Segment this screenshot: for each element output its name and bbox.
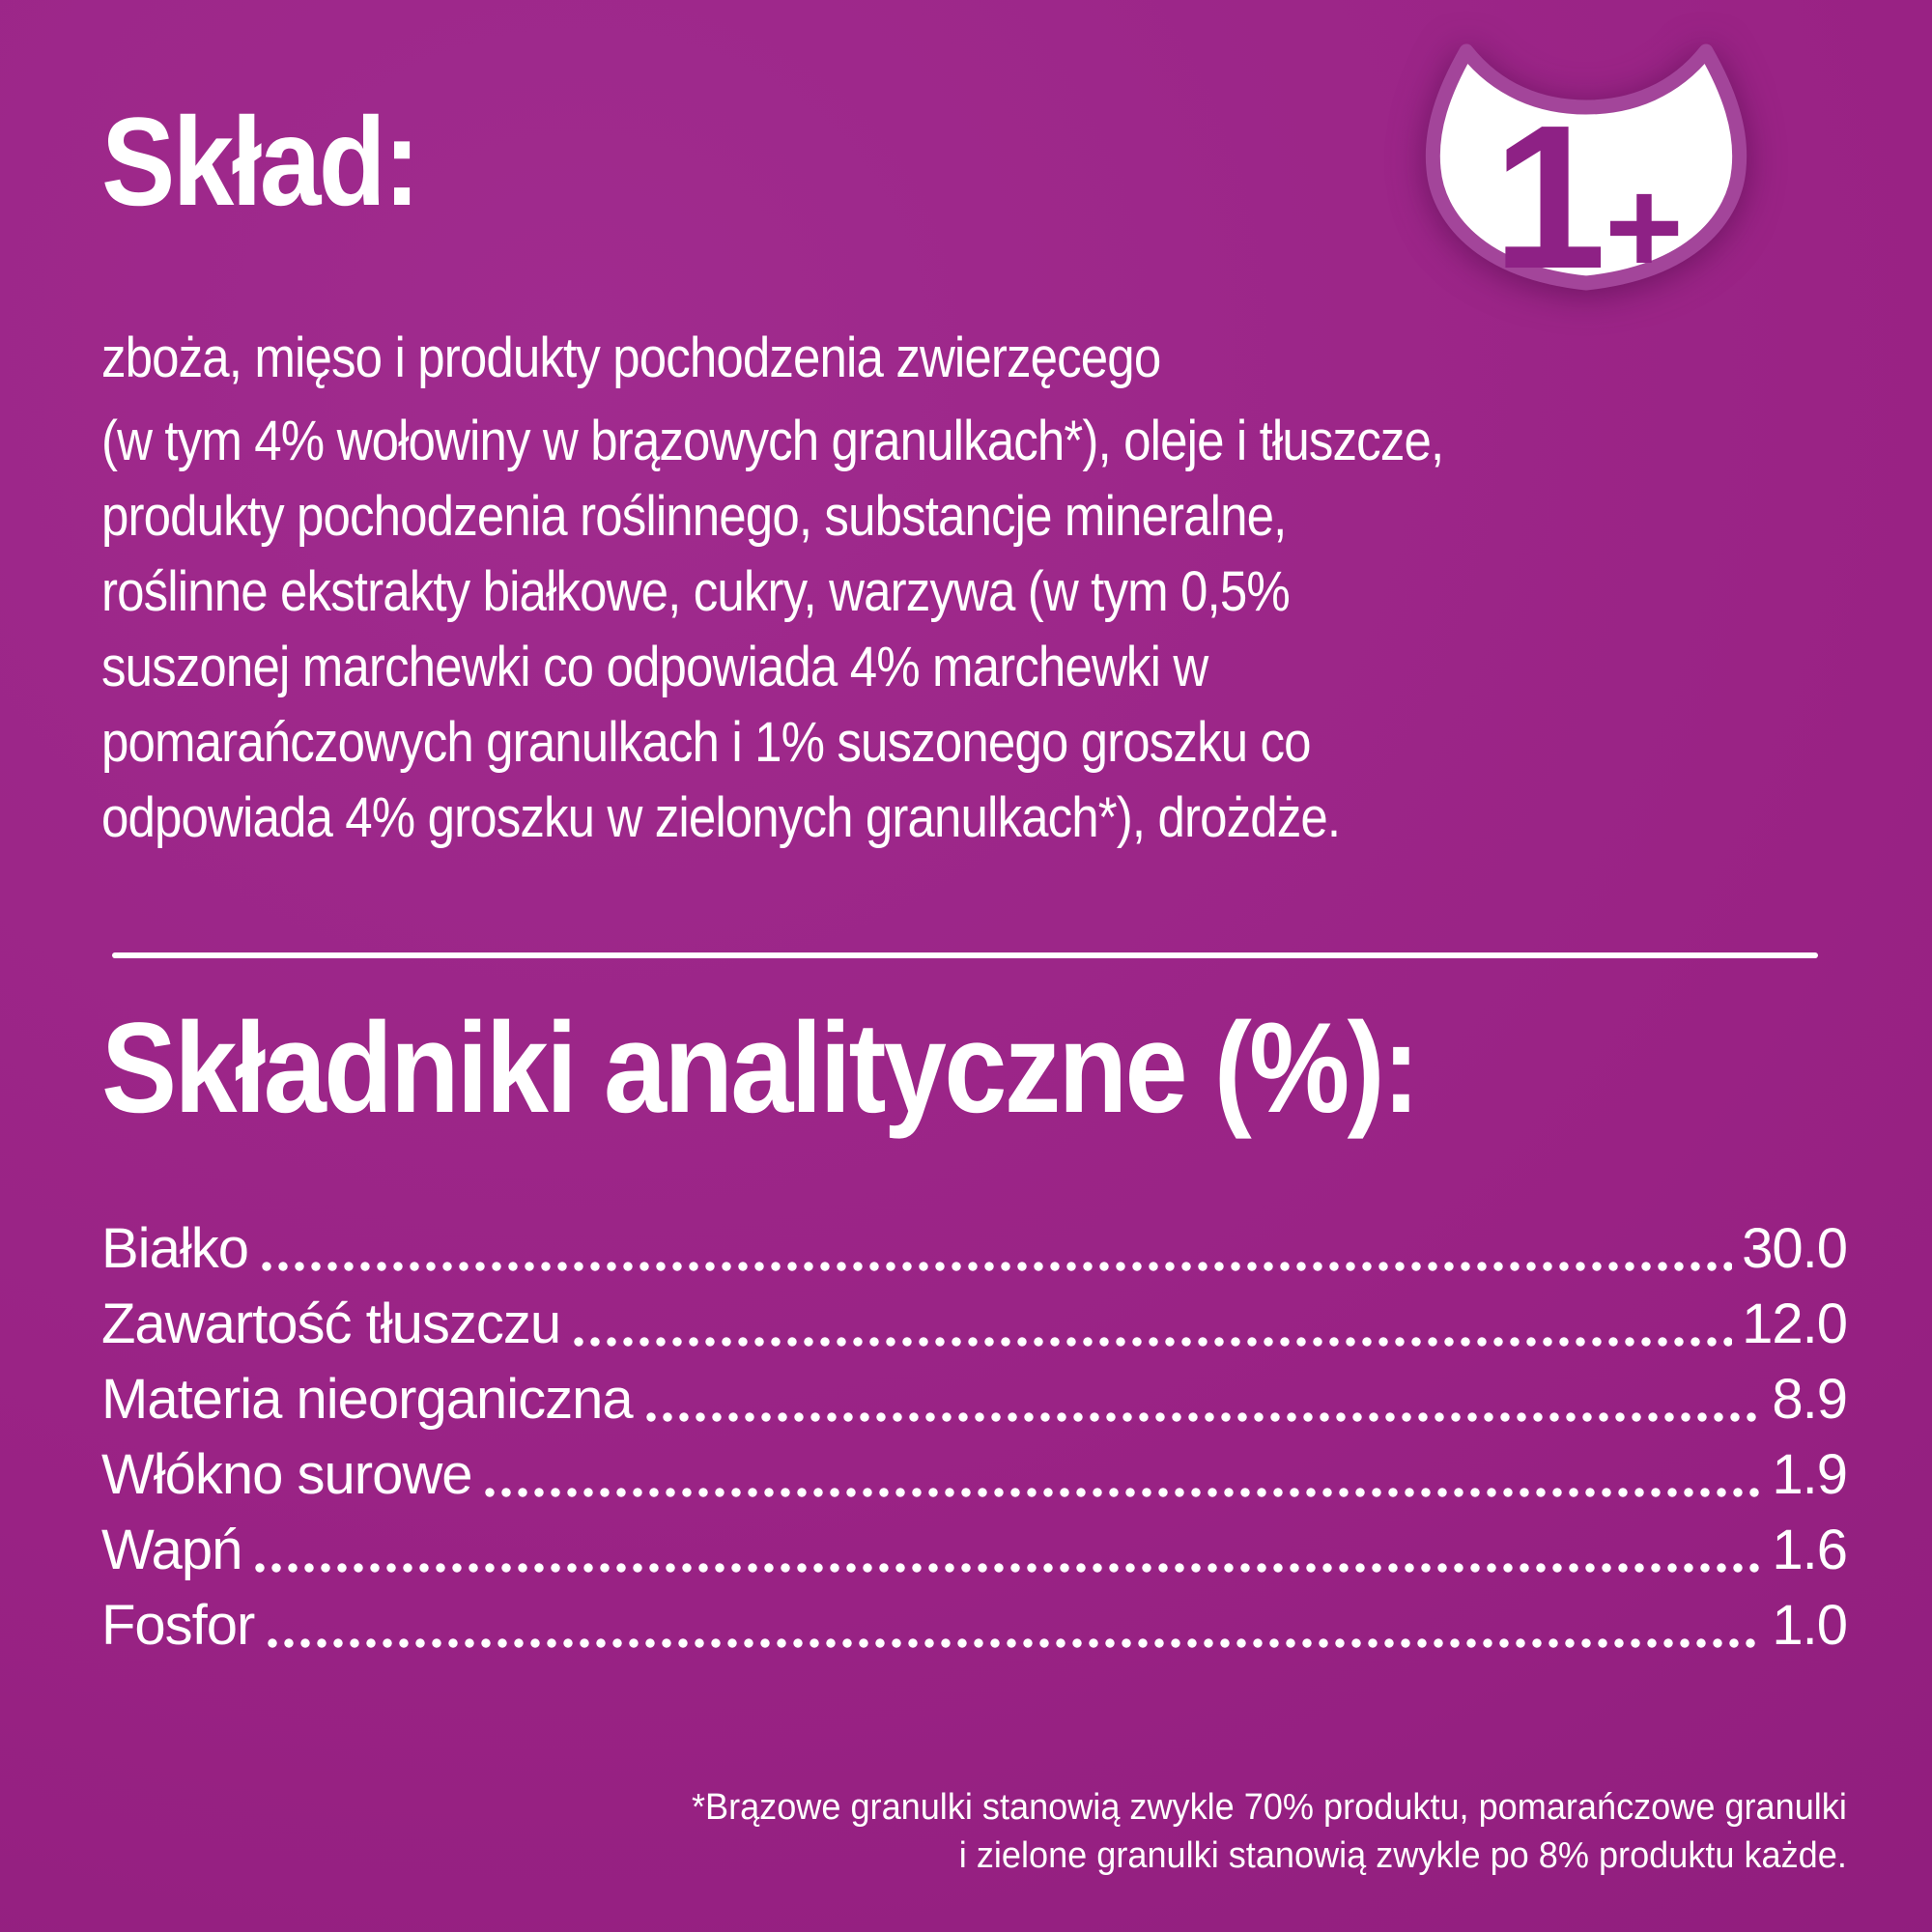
analytical-label: Włókno surowe xyxy=(101,1443,472,1506)
analytical-label: Wapń xyxy=(101,1519,242,1581)
analytical-value: 1.6 xyxy=(1772,1519,1847,1581)
ingredient-line: suszonej marchewki co odpowiada 4% marchewki w xyxy=(101,636,1208,698)
analytical-label: Materia nieorganiczna xyxy=(101,1368,633,1431)
ingredients-title: Skład: xyxy=(101,91,418,232)
footnote xyxy=(692,1783,1847,1880)
dot-leader xyxy=(255,1562,1762,1574)
analytical-row xyxy=(101,1437,1847,1513)
ingredients-paragraph xyxy=(101,321,1443,856)
analytical-value: 1.9 xyxy=(1772,1443,1847,1506)
dot-leader xyxy=(646,1411,1763,1423)
ingredient-line: produkty pochodzenia roślinnego, substancje mineralne, xyxy=(101,485,1287,548)
footnote-line: i zielone granulki stanowią zwykle po 8% produktu każde. xyxy=(958,1835,1847,1876)
analytical-row xyxy=(101,1362,1847,1437)
ingredient-line: roślinne ekstrakty białkowe, cukry, warzywa (w tym 0,5% xyxy=(101,560,1290,623)
ingredient-line: pomarańczowych granulkach i 1% suszonego groszku co xyxy=(101,711,1311,774)
analytical-row xyxy=(101,1588,1847,1663)
analytical-title: Składniki analityczne (%): xyxy=(101,997,1418,1140)
ingredient-line: odpowiada 4% groszku w zielonych granulkach*), drożdże. xyxy=(101,786,1341,849)
analytical-row xyxy=(101,1287,1847,1362)
analytical-value: 8.9 xyxy=(1772,1368,1847,1431)
analytical-row xyxy=(101,1513,1847,1588)
dot-leader xyxy=(268,1637,1762,1649)
section-divider xyxy=(112,952,1818,958)
analytical-row xyxy=(101,1211,1847,1287)
dot-leader xyxy=(485,1487,1762,1498)
ingredient-line: (w tym 4% wołowiny w brązowych granulkach*), oleje i tłuszcze, xyxy=(101,410,1444,472)
dot-leader xyxy=(262,1261,1732,1272)
analytical-value: 30.0 xyxy=(1742,1217,1847,1280)
age-badge-digit: 1 xyxy=(1492,82,1606,311)
age-badge-plus: + xyxy=(1605,151,1684,302)
dot-leader xyxy=(574,1336,1732,1348)
cat-head-icon xyxy=(1403,32,1770,341)
analytical-list xyxy=(101,1211,1847,1663)
analytical-label: Fosfor xyxy=(101,1594,255,1657)
analytical-label: Białko xyxy=(101,1217,248,1280)
analytical-label: Zawartość tłuszczu xyxy=(101,1293,561,1355)
age-badge xyxy=(1403,32,1770,341)
analytical-value: 12.0 xyxy=(1742,1293,1847,1355)
ingredient-line: zboża, mięso i produkty pochodzenia zwierzęcego xyxy=(101,327,1161,389)
footnote-line: *Brązowe granulki stanowią zwykle 70% produktu, pomarańczowe granulki xyxy=(692,1787,1847,1828)
analytical-value: 1.0 xyxy=(1772,1594,1847,1657)
